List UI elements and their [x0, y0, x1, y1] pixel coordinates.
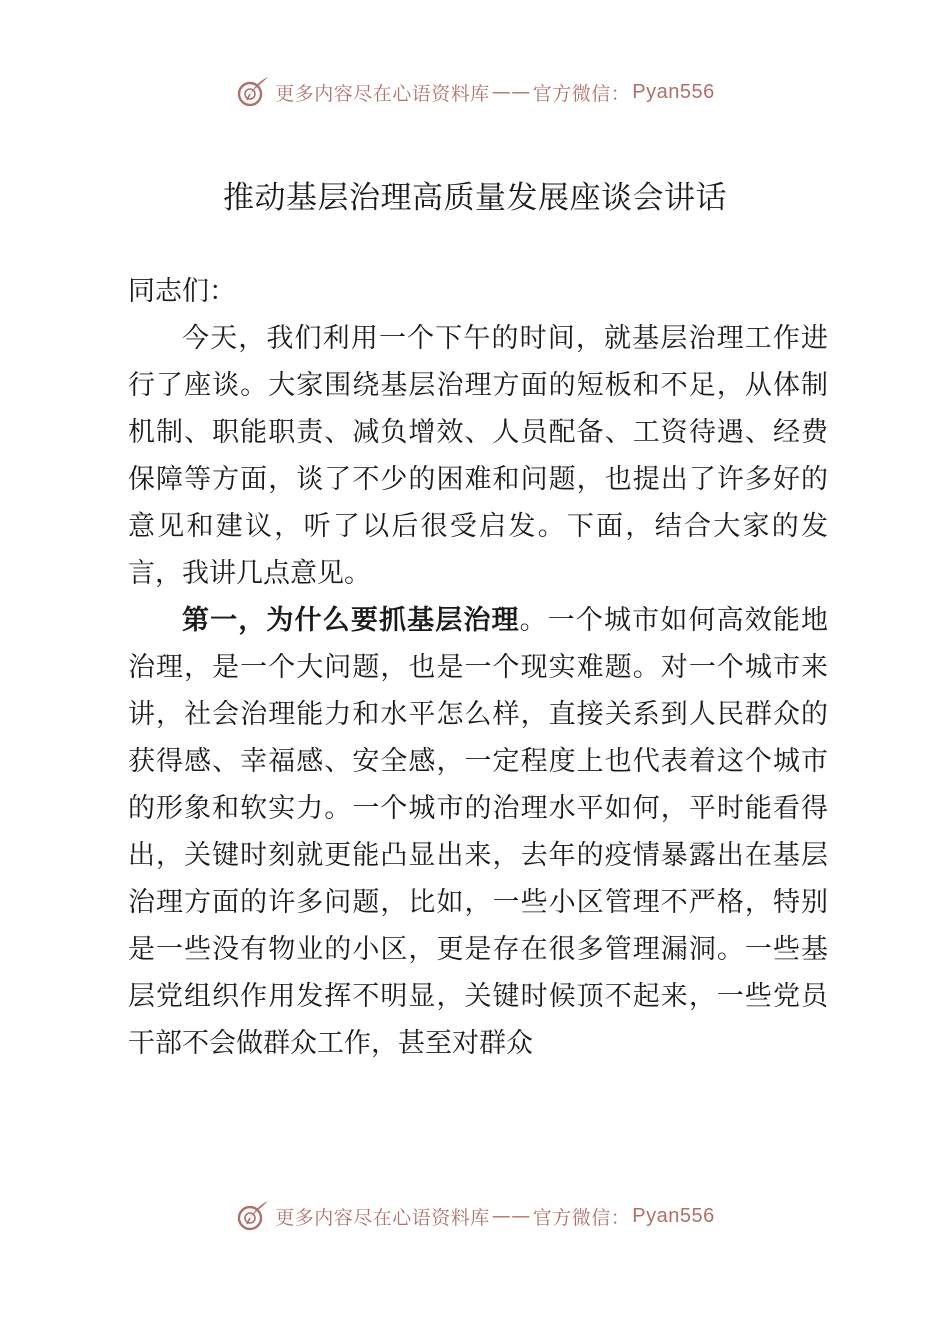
document-body [128, 268, 828, 1067]
watermark-dash: —— [491, 1205, 531, 1227]
paragraph-intro: 今天，我们利用一个下午的时间，就基层治理工作进行了座谈。大家围绕基层治理方面的短板和不足，从体制机制、职能职责、减负增效、人员配备、工资待遇、经费保障等方面，谈了不少的困难和问题，也提出了许多好的意见和建议，听了以后很受启发。下面，结合大家的发言，我讲几点意见。 [128, 323, 828, 589]
quill-logo-icon [235, 1198, 271, 1234]
watermark-dash: —— [491, 81, 531, 103]
paragraph-section-1 [128, 597, 828, 1067]
watermark-wechat-id: Pyan556 [632, 80, 715, 103]
watermark-text: 更多内容尽在心语资料库 [275, 1206, 490, 1229]
quill-logo-icon [235, 74, 271, 110]
section-1-heading: 第一，为什么要抓基层治理 [182, 605, 520, 636]
watermark-text: 更多内容尽在心语资料库 [275, 82, 490, 105]
salutation: 同志们： [128, 276, 236, 307]
document-title: 推动基层治理高质量发展座谈会讲话 [223, 180, 727, 216]
watermark-wechat-label: 官方微信： [532, 82, 631, 105]
header-watermark [0, 72, 950, 112]
watermark-wechat-label: 官方微信： [532, 1206, 631, 1229]
watermark-wechat-id: Pyan556 [632, 1204, 715, 1227]
section-1-text: 。一个城市如何高效能地治理，是一个大问题，也是一个现实难题。对一个城市来讲，社会治理能力和水平怎么样，直接关系到人民群众的获得感、幸福感、安全感，一定程度上也代表着这个城市的形象和软实力。一个城市的治理水平如何，平时能看得出，关键时刻就更能凸显出来，去年的疫情暴露出在基层治理方面的许多问题，比如，一些小区管理不严格，特别是一些没有物业的小区，更是存在很多管理漏洞。一些基层党组织作用发挥不明显，关键时候顶不起来，一些党员干部不会做群众工作，甚至对群众 [128, 605, 829, 1059]
footer-watermark [0, 1196, 950, 1236]
